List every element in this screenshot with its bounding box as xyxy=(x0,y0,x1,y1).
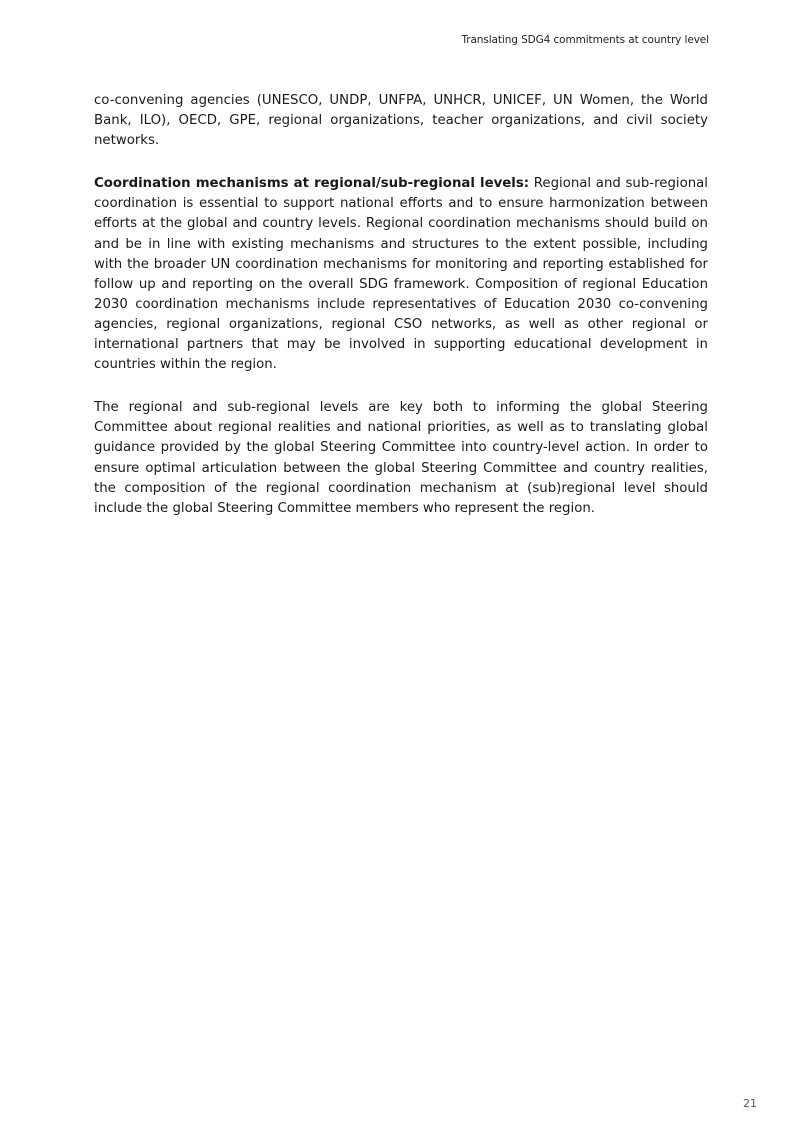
page-number: 21 xyxy=(743,1097,757,1110)
paragraph-text: Regional and sub-regional coordination is essential to support national efforts and to ensure harmonization between efforts at the global and country levels. Regional coordination mechanisms should build on and be in line with existing mechanisms and structures to the extent possible, including with the broader UN coordination mechanisms for monitoring and reporting established for follow up and reporting on the overall SDG framework. Composition of regional Education 2030 coordination mechanisms include representatives of Education 2030 co-convening agencies, regional organizations, regional CSO networks, as well as other regional or international partners that may be involved in supporting educational development in countries within the region. xyxy=(94,176,708,373)
paragraph-text: co-convening agencies (UNESCO, UNDP, UNFPA, UNHCR, UNICEF, UN Women, the World Bank, ILO), OECD, GPE, regional organizations, teacher organizations, and civil society networks. xyxy=(94,93,708,149)
paragraph-lead: Coordination mechanisms at regional/sub-regional levels: xyxy=(94,176,530,192)
running-header: Translating SDG4 commitments at country level xyxy=(461,34,709,46)
paragraph-regional-coordination xyxy=(94,174,708,375)
paragraph-text: The regional and sub-regional levels are key both to informing the global Steering Committee about regional realities and national priorities, as well as to translating global guidance provided by the global Steering Committee into country-level action. In order to ensure optimal articulation between the global Steering Committee and country realities, the composition of the regional coordination mechanism at (sub)regional level should include the global Steering Committee members who represent the region. xyxy=(94,400,708,516)
paragraph-regional-levels xyxy=(94,398,708,519)
paragraph-agencies-continued xyxy=(94,91,708,151)
document-body xyxy=(94,91,708,542)
